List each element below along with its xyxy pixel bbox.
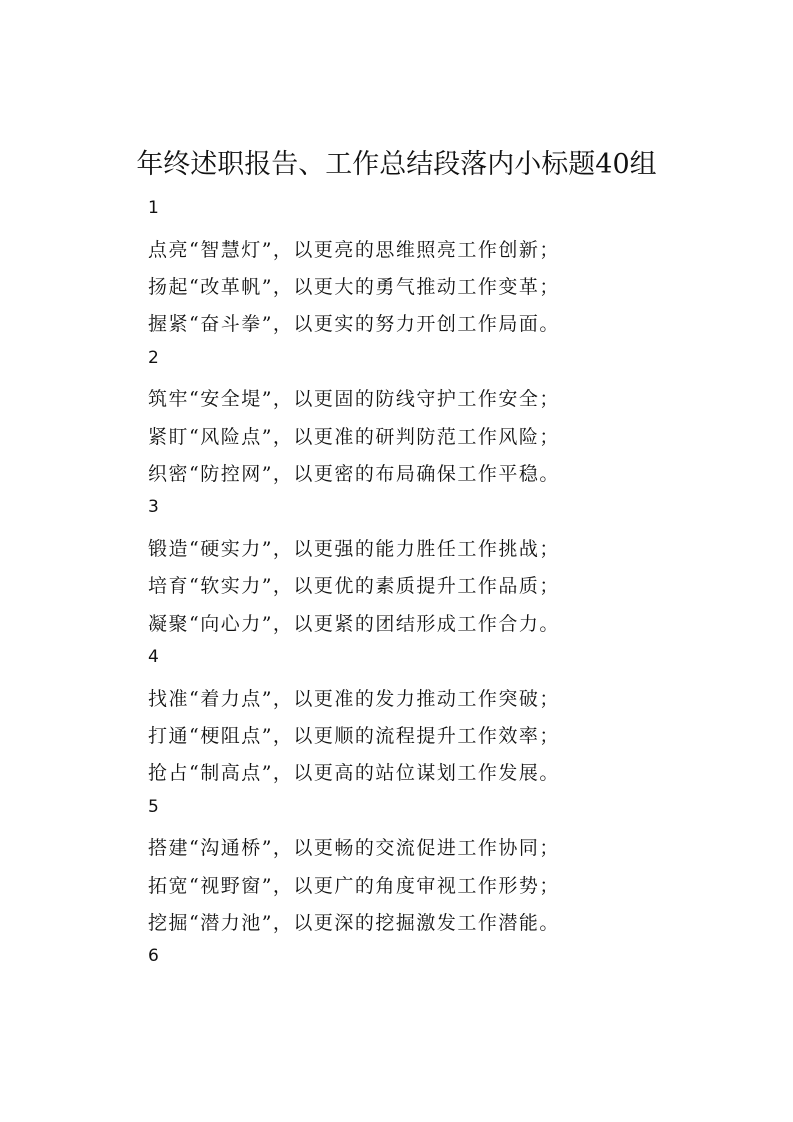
document-body: [148, 194, 748, 980]
section-number: 6: [148, 946, 159, 967]
section-number: 4: [148, 647, 159, 668]
section-5: [148, 793, 748, 943]
section-number: 5: [148, 796, 159, 817]
section-number: 1: [148, 198, 159, 218]
section-line: 挖掘“潜力池”，以更深的挖掘激发工作潜能。: [148, 911, 560, 934]
section-4: [148, 643, 748, 793]
section-line: 搭建“沟通桥”，以更畅的交流促进工作协同；: [148, 837, 560, 860]
section-line: 打通“梗阻点”，以更顺的流程提升工作效率；: [148, 724, 560, 747]
section-line: 织密“防控网”，以更密的布局确保工作平稳。: [148, 462, 560, 485]
section-line: 握紧“奋斗拳”，以更实的努力开创工作局面。: [148, 313, 560, 336]
section-line: 找准“着力点”，以更准的发力推动工作突破；: [148, 687, 560, 710]
section-line: 筑牢“安全堤”，以更固的防线守护工作安全；: [148, 388, 560, 411]
section-6: [148, 942, 748, 980]
section-line: 培育“软实力”，以更优的素质提升工作品质；: [148, 575, 560, 598]
section-line: 扬起“改革帆”，以更大的勇气推动工作变革；: [148, 275, 560, 298]
section-number: 3: [148, 497, 159, 518]
section-2: [148, 344, 748, 494]
section-3: [148, 493, 748, 643]
section-1: [148, 194, 748, 344]
section-line: 拓宽“视野窗”，以更广的角度审视工作形势；: [148, 874, 560, 897]
document-title: 年终述职报告、工作总结段落内小标题40组: [136, 149, 657, 180]
section-line: 抢占“制高点”，以更高的站位谋划工作发展。: [148, 762, 560, 785]
section-line: 点亮“智慧灯”，以更亮的思维照亮工作创新；: [148, 238, 560, 261]
section-line: 锻造“硬实力”，以更强的能力胜任工作挑战；: [148, 537, 560, 560]
section-line: 紧盯“风险点”，以更准的研判防范工作风险；: [148, 425, 560, 448]
section-number: 2: [148, 347, 159, 368]
section-line: 凝聚“向心力”，以更紧的团结形成工作合力。: [148, 612, 560, 635]
